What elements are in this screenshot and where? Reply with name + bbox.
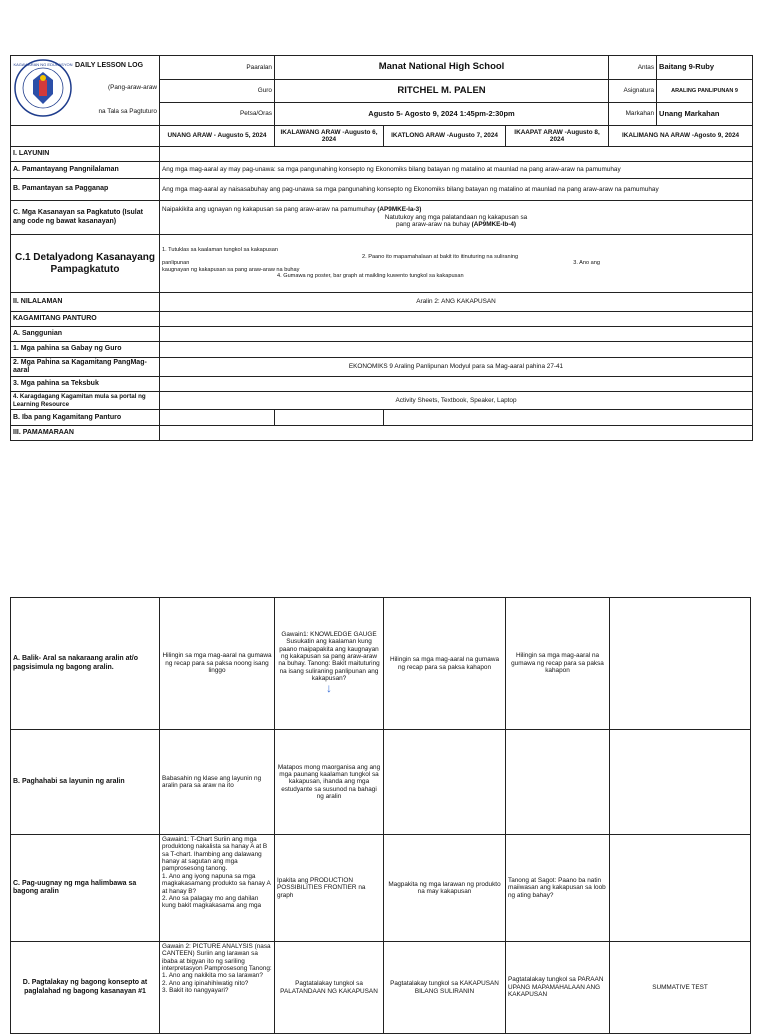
pagtalakay-day-5: SUMMATIVE TEST — [610, 942, 751, 1034]
paghahabi-day-1: Babasahin ng klase ang layunin ng aralin para sa araw na ito — [160, 730, 275, 835]
antas-value: Baitang 9-Ruby — [657, 56, 753, 80]
day-2-header: IKALAWANG ARAW -Augusto 6, 2024 — [275, 126, 384, 147]
balik-aral-label: A. Balik- Aral sa nakaraang aralin at/o pagsisimula ng bagong aralin. — [11, 598, 160, 730]
day-1-header: UNANG ARAW - Augusto 5, 2024 — [160, 126, 275, 147]
paghahabi-label: B. Paghahabi sa layunin ng aralin — [11, 730, 160, 835]
petsa-label: Petsa/Oras — [160, 103, 275, 126]
kasanayan-code-2: (AP9MKE-Ib-4) — [471, 221, 517, 229]
iba-cell-3 — [384, 410, 753, 426]
kasanayan-line-3: pang araw-araw na buhay — [395, 221, 470, 229]
sanggunian-label: A. Sanggunian — [11, 327, 160, 342]
table-row — [11, 598, 751, 730]
procedure-table — [10, 597, 751, 1034]
guro-label: Guro — [160, 80, 275, 103]
day-3-header: IKATLONG ARAW -Augusto 7, 2024 — [384, 126, 506, 147]
c1-line-2: 2. Paano ito mapamahalaan at bakit ito itinuturing na suliraning — [362, 253, 519, 260]
svg-text:KAGAWARAN NG EDUKASYON: KAGAWARAN NG EDUKASYON — [13, 62, 73, 67]
deped-seal-icon — [13, 58, 73, 118]
kasanayan-value — [160, 201, 753, 235]
kagamitang-label: 2. Mga Pahina sa Kagamitang PangMag-aaral — [11, 358, 160, 377]
day-4-header: IKAAPAT ARAW -Augusto 8, 2024 — [506, 126, 609, 147]
log-subtitle-2: na Tala sa Pagtuturo — [98, 108, 157, 115]
sanggunian-blank — [160, 327, 753, 342]
detalyadong-kasanayan-value — [160, 235, 753, 293]
balik-aral-day-2-text: Gawain1: KNOWLEDGE GAUGE Susukatin ang kaalaman kung paano maipapakita ang kaugnayan ng kakapusan sa pang araw-araw na buhay. Tanong: Bakit maituturing na isang suliraning panlipunan ang kakapusan? — [278, 630, 380, 682]
teksbuk-blank — [160, 377, 753, 392]
pagtalakay-day-2: Pagtatalakay tungkol sa PALATANDAAN NG KAKAPUSAN — [275, 942, 384, 1034]
lesson-log-table — [10, 55, 753, 441]
paghahabi-day-4 — [506, 730, 610, 835]
asignatura-value: ARALING PANLIPUNAN 9 — [657, 80, 753, 103]
kasanayan-code-1: (AP9MKE-Ia-3) — [377, 206, 422, 214]
layunin-blank — [160, 147, 753, 162]
layunin-heading: I. LAYUNIN — [11, 147, 160, 162]
pamantayan-pagganap-value: Ang mga mag-aaral ay naisasabuhay ang pag-unawa sa mga pangunahing konsepto ng Ekonomiks bilang batayan ng matalino at maunlad na pang araw-araw na pamumuhay — [160, 179, 753, 201]
iba-label: B. Iba pang Kagamitang Panturo — [11, 410, 160, 426]
gabay-label: 1. Mga pahina sa Gabay ng Guro — [11, 342, 160, 358]
pagtalakay-label: D. Pagtalakay ng bagong konsepto at paglalahad ng bagong kasanayan #1 — [11, 942, 160, 1034]
kagamitan-heading: KAGAMITANG PANTURO — [11, 312, 160, 327]
c1-line-5: kaugnayan ng kakapusan sa pang araw-araw na buhay — [162, 266, 300, 273]
table-row — [11, 730, 751, 835]
kagamitang-value: EKONOMIKS 9 Araling Panlipunan Modyul para sa Mag-aaral pahina 27-41 — [160, 358, 753, 377]
markahan-value: Unang Markahan — [657, 103, 753, 126]
pamantayang-pangnilalaman-value: Ang mga mag-aaral ay may pag-unawa: sa mga pangunahing konsepto ng Ekonomiks bilang batayan ng matalino at maunlad na pang araw-araw na pamumuhay — [160, 162, 753, 179]
balik-aral-day-3: Hilingin sa mga mag-aaral na gumawa ng recap para sa paksa kahapon — [384, 598, 506, 730]
kasanayan-line-2: Natutukoy ang mga palatandaan ng kakapusan sa — [384, 213, 528, 221]
kagamitan-blank — [160, 312, 753, 327]
balik-aral-day-4: Hilingin sa mga mag-aaral na gumawa ng recap para sa paksa kahapon — [506, 598, 610, 730]
pagtalakay-day-3: Pagtatalakay tungkol sa KAKAPUSAN BILANG SULIRANIN — [384, 942, 506, 1034]
pamamaraan-blank — [160, 426, 753, 441]
table-row — [11, 835, 751, 942]
arrow-down-icon: ↓ — [326, 681, 332, 696]
iba-cell-2 — [275, 410, 384, 426]
pag-uugnay-label: C. Pag-uugnay ng mga halimbawa sa bagong aralin — [11, 835, 160, 942]
karagdagang-label: 4. Karagdagang Kagamitan mula sa portal ng Learning Resource — [11, 392, 160, 410]
nilalaman-heading: II. NILALAMAN — [11, 293, 160, 312]
paaralan-value: Manat National High School — [275, 56, 609, 80]
kasanayan-label: C. Mga Kasanayan sa Pagkatuto (Isulat ang code ng bawat kasanayan) — [11, 201, 160, 235]
pagtalakay-day-4: Pagtatalakay tungkol sa PARAAN UPANG MAPAMAHALAAN ANG KAKAPUSAN — [506, 942, 610, 1034]
day-5-header: IKALIMANG NA ARAW -Agosto 9, 2024 — [609, 126, 753, 147]
asignatura-label: Asignatura — [609, 80, 657, 103]
iba-cell-1 — [160, 410, 275, 426]
balik-aral-day-1: Hilingin sa mga mag-aaral na gumawa ng recap para sa paksa noong isang linggo — [160, 598, 275, 730]
pag-uugnay-day-2: Ipakita ang PRODUCTION POSSIBILITIES FRONTIER na graph — [275, 835, 384, 942]
c1-line-1: 1. Tutuklas sa kaalaman tungkol sa kakapusan — [162, 247, 278, 254]
c1-line-3: panlipunan — [162, 260, 190, 267]
pamantayang-pangnilalaman-label: A. Pamantayang Pangnilalaman — [11, 162, 160, 179]
c1-line-6: 4. Gumawa ng poster, bar graph at maikling kuwento tungkol sa kakapusan — [277, 273, 464, 280]
paghahabi-day-3 — [384, 730, 506, 835]
days-blank-cell — [11, 126, 160, 147]
pag-uugnay-day-3: Magpakita ng mga larawan ng produkto na may kakapusan — [384, 835, 506, 942]
balik-aral-day-2 — [275, 598, 384, 730]
paaralan-label: Paaralan — [160, 56, 275, 80]
karagdagang-value: Activity Sheets, Textbook, Speaker, Laptop — [160, 392, 753, 410]
detalyadong-kasanayan-label: C.1 Detalyadong Kasanayang Pampagkatuto — [11, 235, 160, 293]
paghahabi-day-5 — [610, 730, 751, 835]
nilalaman-value: Aralin 2: ANG KAKAPUSAN — [160, 293, 753, 312]
table-row — [11, 942, 751, 1034]
header-logo-cell — [11, 56, 160, 126]
c1-line-4: 3. Ano ang — [573, 260, 601, 267]
gabay-blank — [160, 342, 753, 358]
kasanayan-line-1: Naipakikita ang ugnayan ng kakapusan sa pang araw-araw na pamumuhay — [162, 206, 376, 214]
pagtalakay-day-1: Gawain 2: PICTURE ANALYSIS (nasa CANTEEN) Suriin ang larawan sa ibaba at bigyan ito ng sariling interpretasyon Pamprosesong Tanong: 1. Ano ang nakikita mo sa larawan? 2. Ano ang ipinahihiwatig nito? 3. Bakit ito nangyayari? — [160, 942, 275, 1034]
markahan-label: Markahan — [609, 103, 657, 126]
petsa-value: Agusto 5- Agosto 9, 2024 1:45pm-2:30pm — [275, 103, 609, 126]
pamamaraan-heading: III. PAMAMARAAN — [11, 426, 160, 441]
guro-value: RITCHEL M. PALEN — [275, 80, 609, 103]
balik-aral-day-5 — [610, 598, 751, 730]
pamantayan-pagganap-label: B. Pamantayan sa Pagganap — [11, 179, 160, 201]
pag-uugnay-day-1: Gawain1: T-Chart Suriin ang mga produktong nakalista sa hanay A at B sa T-chart. Ihambing ang dalawang hanay at sagutan ang mga pamprosesong tanong. 1. Ano ang iyong napuna sa mga magkakasamang produkto sa hanay A at hanay B? 2. Ano sa palagay mo ang dahilan kung bakit magkakasama ang mga — [160, 835, 275, 942]
antas-label: Antas — [609, 56, 657, 80]
log-subtitle-1: (Pang-araw-araw — [107, 84, 157, 91]
paghahabi-day-2: Matapos mong maorganisa ang ang mga paunang kaalaman tungkol sa kakapusan, ihanda ang mga estudyante sa susunod na bahagi ng aralin — [275, 730, 384, 835]
log-title: DAILY LESSON LOG — [75, 62, 144, 69]
pag-uugnay-day-5 — [610, 835, 751, 942]
pag-uugnay-day-4: Tanong at Sagot: Paano ba natin maiiwasan ang kakapusan sa loob ng ating bahay? — [506, 835, 610, 942]
teksbuk-label: 3. Mga pahina sa Teksbuk — [11, 377, 160, 392]
